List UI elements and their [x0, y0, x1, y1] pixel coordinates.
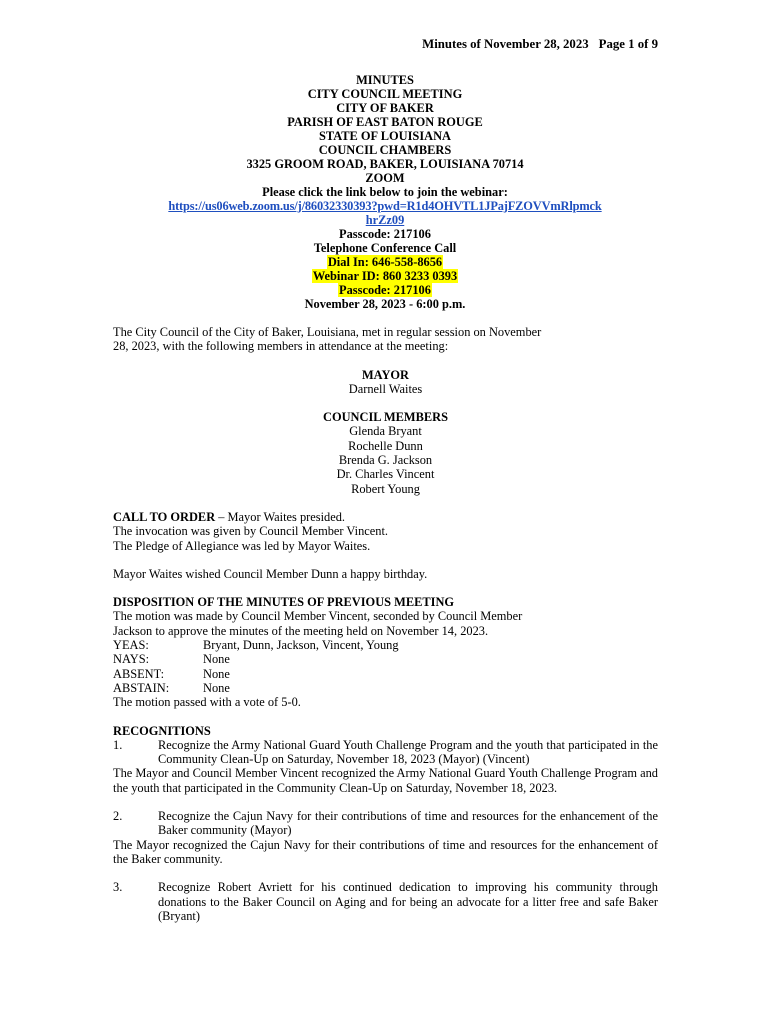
- invocation: The invocation was given by Council Member Vincent.: [113, 524, 389, 539]
- webinar-link-cont[interactable]: hrZz09: [365, 213, 405, 227]
- council-member: Rochelle Dunn: [348, 438, 423, 453]
- heading-line: PARISH OF EAST BATON ROUGE: [287, 115, 483, 129]
- heading-line: MINUTES: [356, 73, 414, 87]
- webinar-id: Webinar ID: 860 3233 0393: [312, 269, 458, 283]
- call-to-order-text: – Mayor Waites presided.: [215, 509, 346, 524]
- telephone-label: Telephone Conference Call: [313, 241, 457, 255]
- dial-in: Dial In: 646-558-8656: [327, 255, 443, 269]
- motion-line: Jackson to approve the minutes of the meeting held on November 14, 2023.: [113, 623, 489, 638]
- heading-line: STATE OF LOUISIANA: [319, 129, 451, 143]
- recognition-item: 3. Recognize Robert Avriett for his continued dedication to improving his community through donations to the Baker Council on Aging and for being an advocate for a litter free and safe Baker (Bryant): [113, 880, 658, 923]
- vote-row: YEAS: Bryant, Dunn, Jackson, Vincent, Young: [113, 638, 399, 653]
- intro-line: The City Council of the City of Baker, Louisiana, met in regular session on November: [113, 325, 542, 339]
- council-member: Brenda G. Jackson: [338, 453, 433, 468]
- recognitions-label: RECOGNITIONS: [113, 723, 211, 738]
- call-to-order: [113, 510, 658, 524]
- meeting-heading: [113, 73, 657, 311]
- council-member: Dr. Charles Vincent: [336, 467, 435, 482]
- recognition-summary: The Mayor recognized the Cajun Navy for their contributions of time and resources for the enhancement of the Baker community.: [113, 837, 658, 866]
- meeting-datetime: November 28, 2023 - 6:00 p.m.: [304, 297, 466, 311]
- council-member: Glenda Bryant: [349, 424, 422, 439]
- vote-row: NAYS: None: [113, 652, 230, 667]
- heading-line: CITY COUNCIL MEETING: [307, 87, 463, 101]
- intro-line: 28, 2023, with the following members in attendance at the meeting:: [113, 339, 449, 354]
- page-header: [422, 37, 658, 51]
- heading-line: COUNCIL CHAMBERS: [318, 143, 452, 157]
- header-title: Minutes of November 28, 2023: [422, 37, 589, 51]
- recognition-item: 1. Recognize the Army National Guard Youth Challenge Program and the youth that participated in the Community Clean-Up on Saturday, November 18, 2023 (Mayor) (Vincent): [113, 737, 658, 767]
- motion-line: The motion was made by Council Member Vincent, seconded by Council Member: [113, 609, 523, 624]
- birthday-note: Mayor Waites wished Council Member Dunn a happy birthday.: [113, 566, 428, 581]
- call-to-order-label: CALL TO ORDER: [113, 509, 216, 524]
- heading-line: 3325 GROOM ROAD, BAKER, LOUISIANA 70714: [246, 157, 524, 171]
- disposition-label: DISPOSITION OF THE MINUTES OF PREVIOUS MEETING: [113, 595, 455, 610]
- heading-line: ZOOM: [365, 171, 405, 185]
- page-number: Page 1 of 9: [598, 37, 658, 51]
- passcode: Passcode: 217106: [339, 227, 431, 241]
- mayor-label: MAYOR: [361, 367, 410, 382]
- vote-row: ABSTAIN: None: [113, 680, 230, 695]
- passcode-highlight: Passcode: 217106: [339, 283, 431, 297]
- council-label: COUNCIL MEMBERS: [323, 410, 448, 425]
- webinar-link[interactable]: https://us06web.zoom.us/j/86032330393?pwd=R1d4OHVTL1JPajFZOVVmRlpmck: [168, 199, 602, 213]
- recognition-summary: The Mayor and Council Member Vincent recognized the Army National Guard Youth Challenge Program and the youth that participated in the Community Clean-Up on Saturday, November 18, 2023.: [113, 766, 658, 795]
- pledge: The Pledge of Allegiance was led by Mayor Waites.: [113, 538, 371, 553]
- heading-line: CITY OF BAKER: [336, 101, 434, 115]
- motion-result: The motion passed with a vote of 5-0.: [113, 695, 301, 710]
- recognition-item: 2. Recognize the Cajun Navy for their contributions of time and resources for the enhancement of the Baker community (Mayor): [113, 809, 658, 838]
- vote-row: ABSENT: None: [113, 666, 230, 681]
- mayor-name: Darnell Waites: [348, 381, 423, 396]
- council-member: Robert Young: [351, 481, 420, 496]
- heading-line: Please click the link below to join the webinar:: [262, 185, 508, 199]
- minutes-body: [113, 325, 658, 923]
